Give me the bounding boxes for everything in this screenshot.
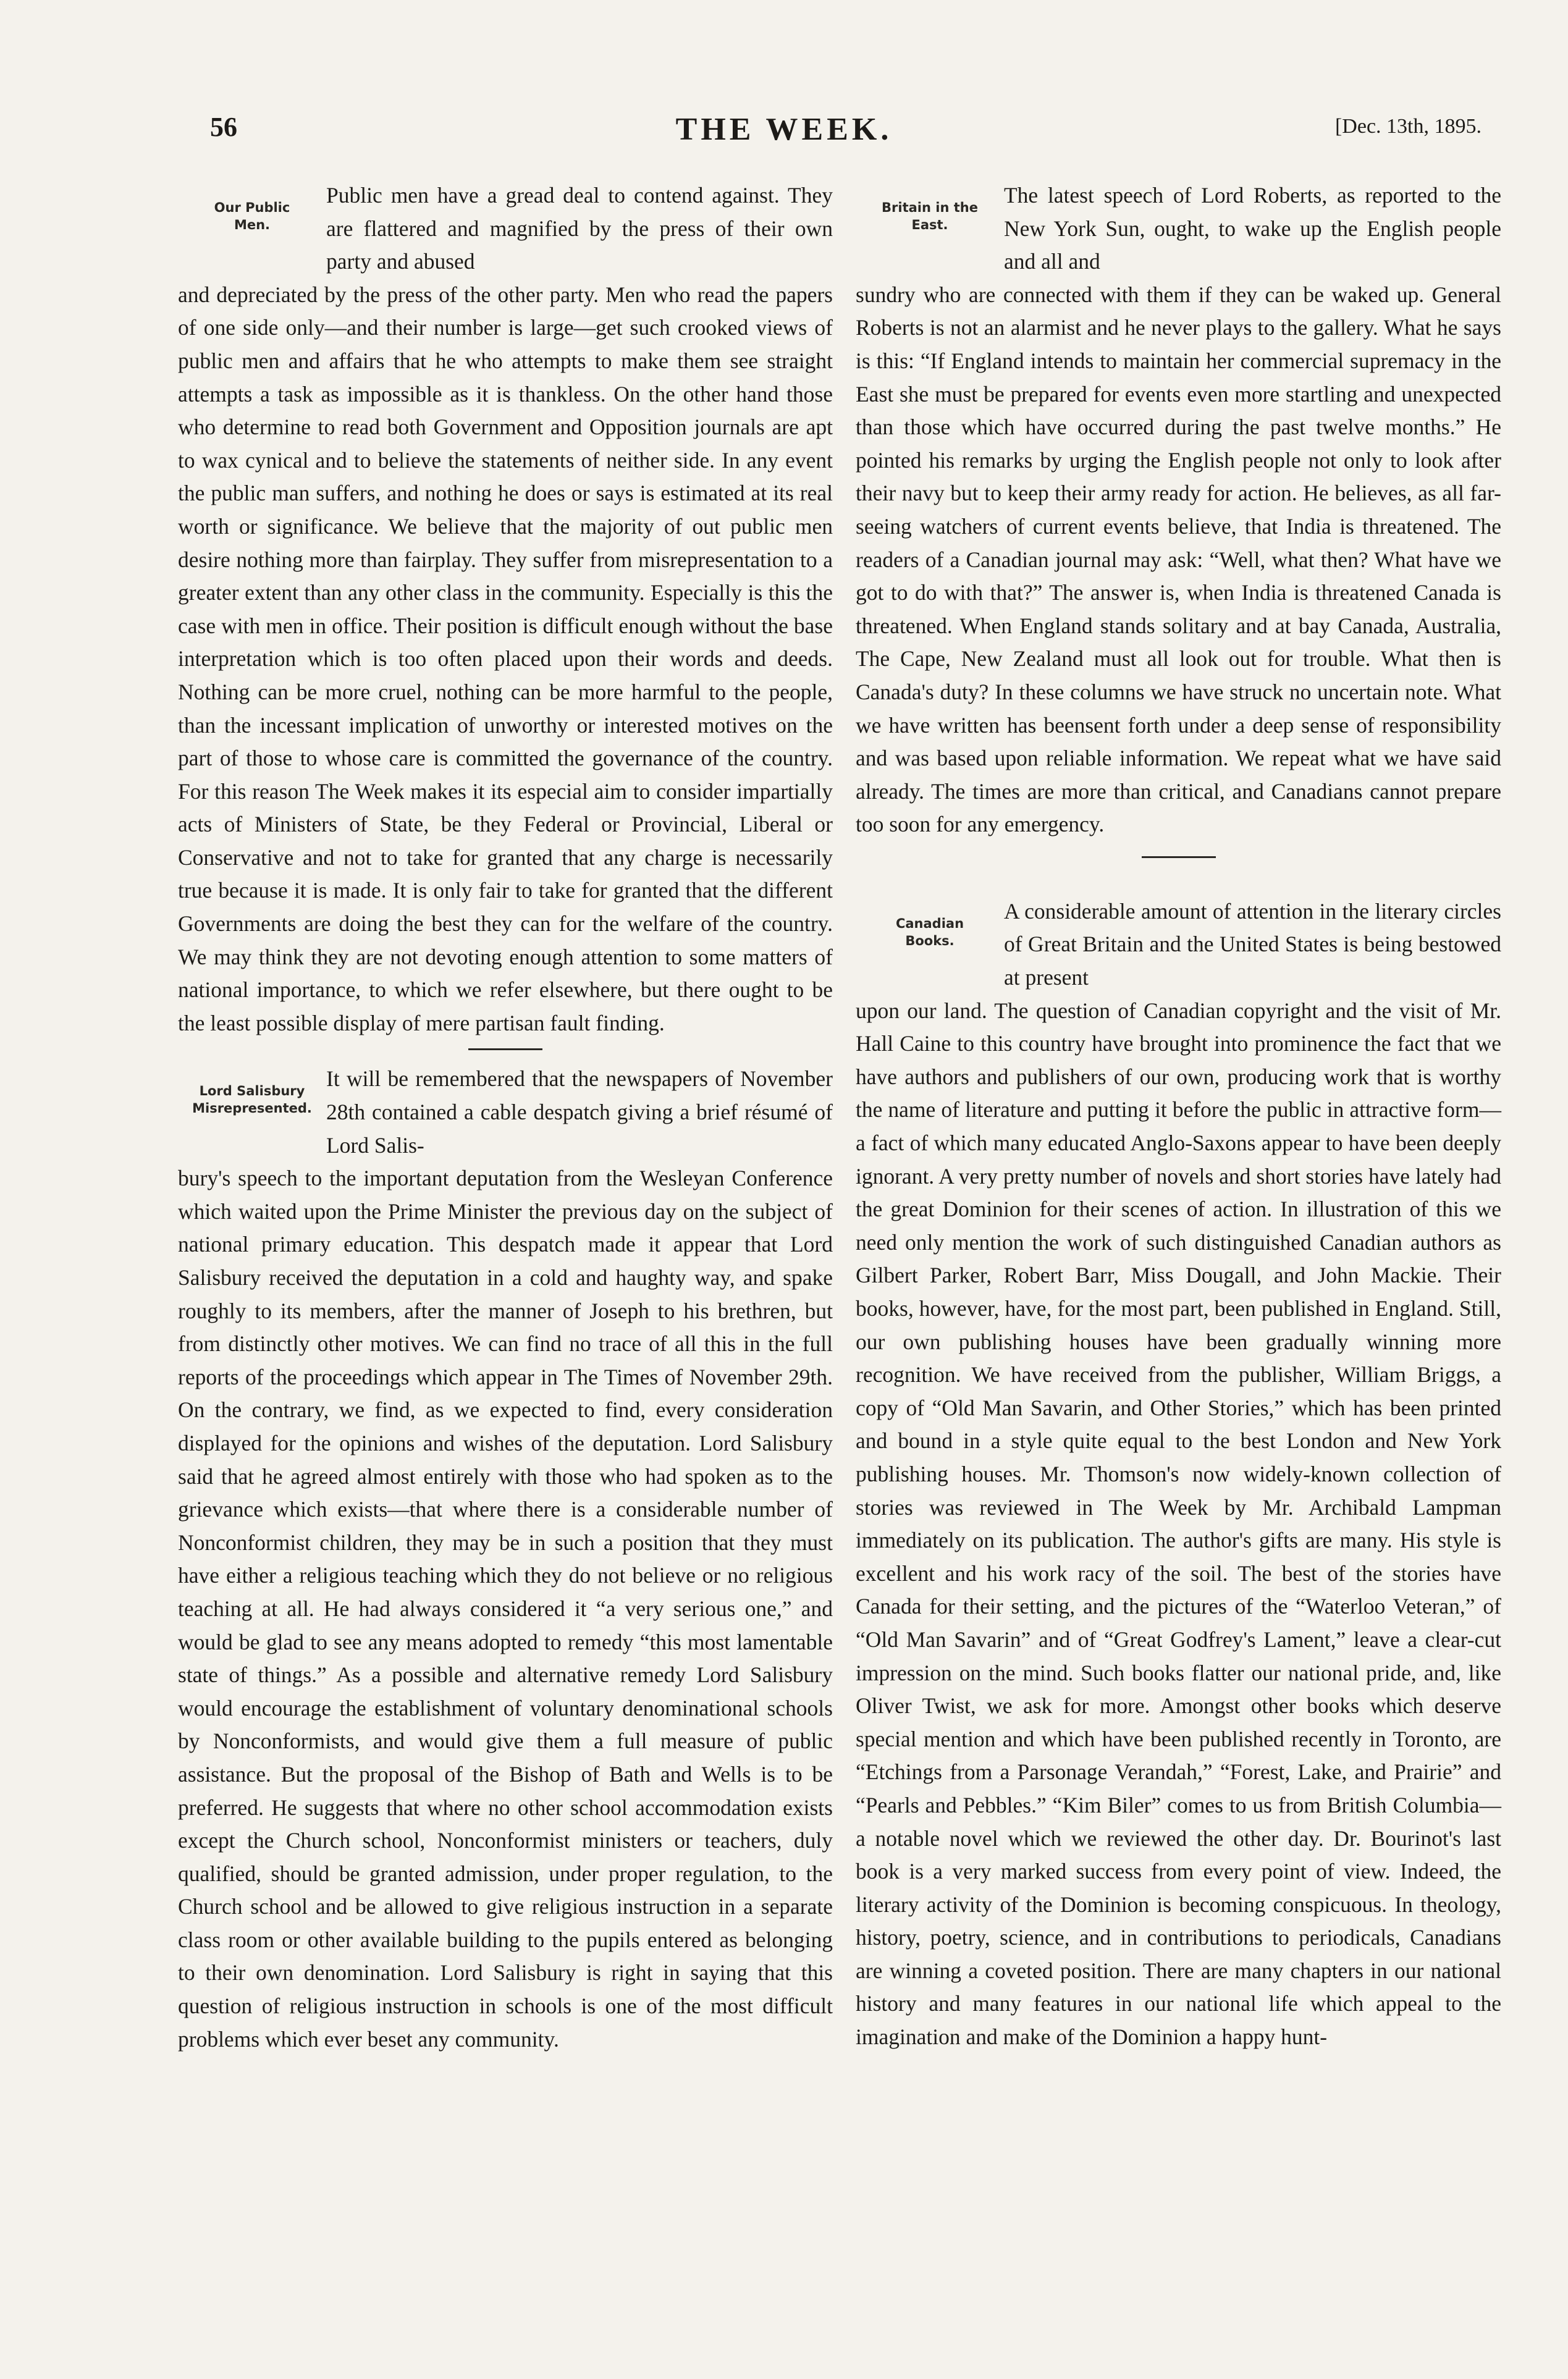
issue-date: [Dec. 13th, 1895. — [1334, 115, 1482, 138]
side-label-line: Men. — [234, 217, 271, 232]
article-lead — [326, 179, 833, 279]
side-label-line: Books. — [905, 933, 955, 948]
article-lord-salisbury — [178, 1063, 833, 2056]
section-divider — [1142, 856, 1216, 858]
lead-paragraph: The latest speech of Lord Roberts, as reported to the New York Sun, ought, to wake up the English people and all and — [1004, 183, 1501, 274]
side-label-lord-salisbury — [178, 1063, 326, 1162]
left-column — [178, 179, 833, 2062]
page-number: 56 — [210, 112, 237, 142]
article-lead — [1004, 179, 1501, 279]
article-body: upon our land. The question of Canadian copyright and the visit of Mr. Hall Caine to this country have brought into prominence the fact that we have authors and publishers of our own, producing work that is worthy the name of literature and putting it before the public in attractive form—a fact of which many educated Anglo-Saxons appear to have been deeply ignorant. A very pretty number of novels and short stories have lately had the great Dominion for their scenes of action. In illustration of this we need only mention the work of such distinguished Canadian authors as Gilbert Parker, Robert Barr, Miss Dougall, and John Mackie. Their books, however, have, for the most part, been published in England. Still, our own publishing houses have been gradually winning more recognition. We have received from the publisher, William Briggs, a copy of “Old Man Savarin, and Other Stories,” which has been printed and bound in a style quite equal to the best London and New York publishing houses. Mr. Thomson's now widely-known collection of stories was reviewed in The Week by Mr. Archibald Lampman immediately on its publication. The author's gifts are many. His style is excellent and his work racy of the soil. The best of the stories have Canada for their setting, and the pictures of the “Waterloo Veteran,” of “Old Man Savarin” and of “Great Godfrey's Lament,” leave a clear-cut impression on the mind. Such books flatter our national pride, and, like Oliver Twist, we ask for more. Amongst other books which deserve special mention and which have been published recently in Toronto, are “Etchings from a Parsonage Verandah,” “Forest, Lake, and Prairie” and “Pearls and Pebbles.” “Kim Biler” comes to us from British Columbia—a notable novel which we reviewed the other day. Dr. Bourinot's last book is a very marked success from every point of view. Indeed, the literary activity of the Dominion is becoming conspicuous. In theology, history, poetry, science, and in contributions to periodicals, Canadians are winning a coveted position. There are many chapters in our national history and many features in our national life which appeal to the imagination and make of the Dominion a happy hunt- — [856, 998, 1501, 2050]
article-lead — [1004, 895, 1501, 995]
article-body: sundry who are connected with them if they can be waked up. General Roberts is not an alarmist and he never plays to the gallery. What he says is this: “If England intends to maintain her commercial supremacy in the East she must be prepared for events even more startling and unexpected than those which have occurred during the past twelve months.” He pointed his remarks by urging the English people not only to look after their navy but to keep their army ready for action. He believes, as all far-seeing watchers of current events believe, that India is threatened. The readers of a Canadian journal may ask: “Well, what then? What have we got to do with that?” The answer is, when India is threatened Canada is threatened. When England stands solitary and at bay Canada, Australia, The Cape, New Zealand must all look out for trouble. What then is Canada's duty? In these columns we have struck no uncertain note. What we have written has beensent forth under a deep sense of responsibility and was based upon reliable information. We repeat what we have said already. The times are more than critical, and Canadians cannot prepare too soon for any emergency. — [856, 282, 1501, 837]
lead-paragraph: A considerable amount of attention in the literary circles of Great Britain and the United States is being bestowed at present — [1004, 898, 1501, 990]
journal-title: THE WEEK. — [675, 112, 893, 147]
side-label-line: Misrepresented. — [192, 1101, 312, 1116]
article-head — [856, 179, 1501, 279]
side-label-line: Britain in the — [882, 200, 978, 215]
side-label-line: Our Public — [214, 200, 290, 215]
page-header — [0, 111, 1568, 161]
article-head — [178, 1063, 833, 1162]
article-head — [856, 895, 1501, 995]
side-label-britain-east — [856, 179, 1004, 279]
right-column — [856, 179, 1501, 2060]
side-label-line: Lord Salisbury — [199, 1084, 305, 1099]
side-label-canadian-books — [856, 895, 1004, 995]
section-divider — [468, 1048, 542, 1050]
side-label-our-public-men — [178, 179, 326, 279]
article-canadian-books — [856, 895, 1501, 2054]
article-lead — [326, 1063, 833, 1162]
lead-paragraph: It will be remembered that the newspapers of November 28th contained a cable despatch giving a brief résumé of Lord Salis- — [326, 1066, 833, 1158]
article-body: and depreciated by the press of the other party. Men who read the papers of one side only—and their number is large—get such crooked views of public men and affairs that he who attempts to make them see straight attempts a task as impossible as it is thankless. On the other hand those who determine to read both Government and Opposition journals are apt to wax cynical and to believe the statements of neither side. In any event the public man suffers, and nothing he does or says is estimated at its real worth or significance. We believe that the majority of out public men desire nothing more than fairplay. They suffer from misrepresentation to a greater extent than any other class in the community. Especially is this the case with men in office. Their position is difficult enough without the base interpretation which is too often placed upon their words and deeds. Nothing can be more cruel, nothing can be more harmful to the people, than the incessant implication of unworthy or interested motives on the part of those to whose care is committed the governance of the country. For this reason The Week makes it its especial aim to consider impartially acts of Ministers of State, be they Federal or Provincial, Liberal or Conservative and not to take for granted that any charge is necessarily true because it is made. It is only fair to take for granted that the different Governments are doing the best they can for the welfare of the country. We may think they are not devoting enough attention to some matters of national importance, to which we refer elsewhere, but there ought to be the least possible display of mere partisan fault finding. — [178, 282, 833, 1035]
article-head — [178, 179, 833, 279]
side-label-line: East. — [911, 217, 948, 232]
side-label-line: Canadian — [895, 916, 964, 931]
article-our-public-men — [178, 179, 833, 1040]
lead-paragraph: Public men have a gread deal to contend against. They are flattered and magnified by the press of their own party and abused — [326, 183, 833, 274]
article-britain-east — [856, 179, 1501, 841]
article-body: bury's speech to the important deputation from the Wesleyan Conference which waited upon the Prime Minister the previous day on the subject of national primary education. This despatch made it appear that Lord Salisbury received the deputation in a cold and haughty way, and spake roughly to its members, after the manner of Joseph to his brethren, but from distinctly other motives. We can find no trace of all this in the full reports of the proceedings which appear in The Times of November 29th. On the contrary, we find, as we expected to find, every consideration displayed for the opinions and wishes of the deputation. Lord Salisbury said that he agreed almost entirely with those who had spoken as to the grievance which exists—that where there is a considerable number of Nonconformist children, they may be in such a position that they must have either a religious teaching which they do not believe or no religious teaching at all. He had always considered it “a very serious one,” and would be glad to see any means adopted to remedy “this most lamentable state of things.” As a possible and alternative remedy Lord Salisbury would encourage the establishment of voluntary denominational schools by Nonconformists, and would give them a full measure of public assistance. But the proposal of the Bishop of Bath and Wells is to be preferred. He suggests that where no other school accommodation exists except the Church school, Nonconformist ministers or teachers, duly qualified, should be granted admission, under proper regulation, to the Church school and be allowed to give religious instruction in a separate class room or other available building to the pupils entered as belonging to their own denomination. Lord Salisbury is right in saying that this question of religious instruction in schools is one of the most difficult problems which ever beset any community. — [178, 1166, 833, 2052]
